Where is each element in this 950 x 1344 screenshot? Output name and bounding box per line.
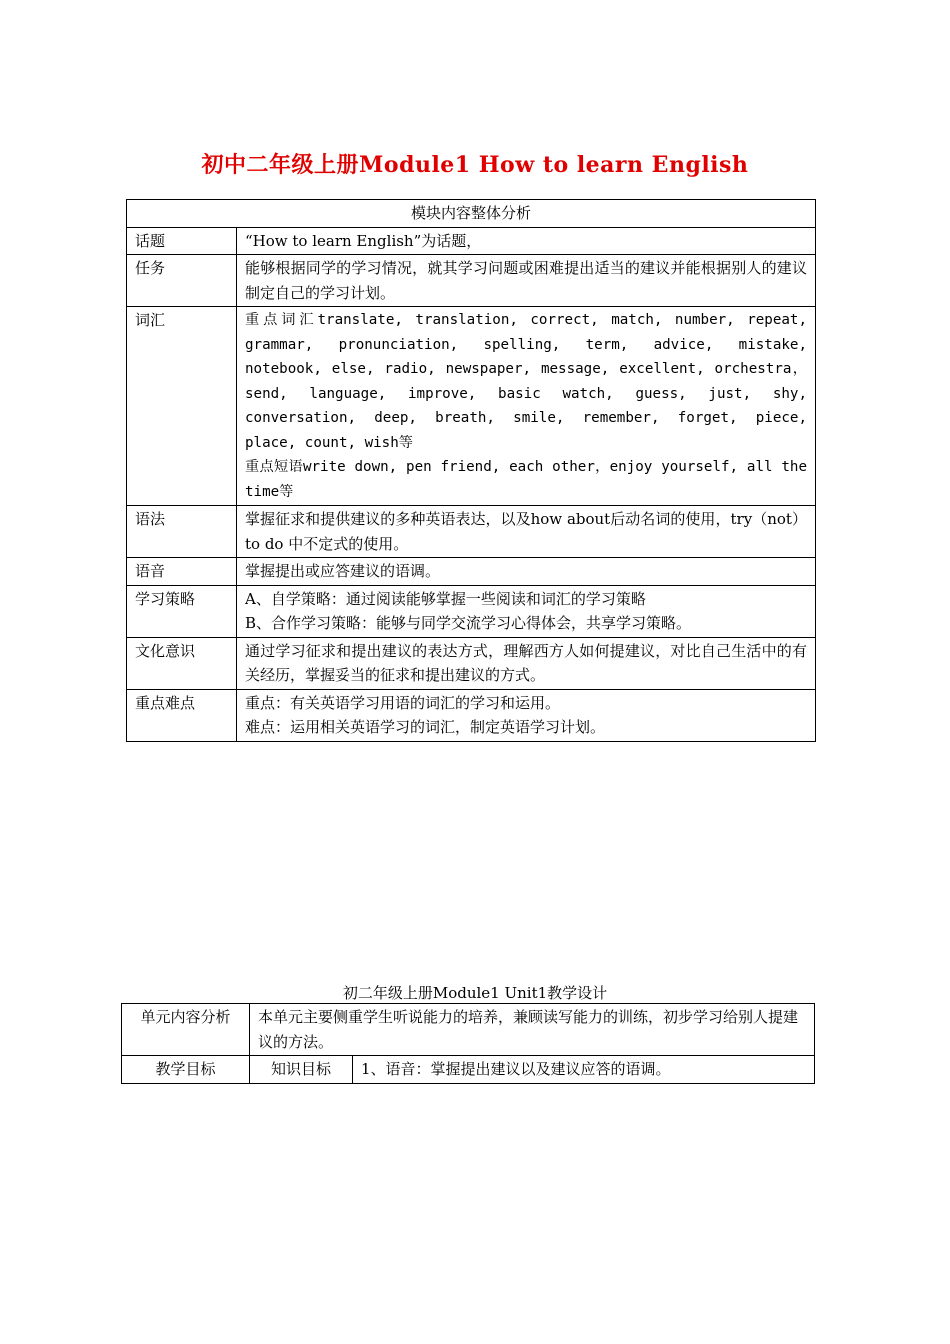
row-content: 本单元主要侧重学生听说能力的培养，兼顾读写能力的训练，初步学习给别人提建议的方法。	[250, 1004, 815, 1056]
module-analysis-table	[126, 199, 816, 742]
table-row-task	[127, 255, 816, 307]
row-content	[237, 558, 816, 586]
row-label: 语音	[127, 558, 237, 586]
row-content	[237, 227, 816, 255]
table-header-row	[127, 200, 816, 228]
unit-design-title: 初二年级上册Module1 Unit1教学设计	[342, 984, 608, 1002]
row-content	[237, 689, 816, 741]
row-label: 词汇	[127, 307, 237, 506]
table-row-teaching-goals	[122, 1056, 815, 1084]
row-content	[237, 255, 816, 307]
table-row-strategy	[127, 585, 816, 637]
row-sub-label: 知识目标	[250, 1056, 353, 1084]
content-line: 掌握征求和提供建议的多种英语表达，以及how about后动名词的使用，try（not） to do 中不定式的使用。	[245, 510, 807, 553]
row-content: 1、语音：掌握提出建议以及建议应答的语调。	[353, 1056, 815, 1084]
content-line: 能够根据同学的学习情况，就其学习问题或困难提出适当的建议并能根据别人的建议制定自己的学习计划。	[245, 259, 807, 302]
row-content	[237, 506, 816, 558]
content-line: “How to learn English”为话题，	[245, 231, 482, 250]
unit-design-table	[121, 1003, 815, 1084]
row-content	[237, 307, 816, 506]
table-row-unit-analysis	[122, 1004, 815, 1056]
page-title: 初中二年级上册Module1 How to learn English	[201, 152, 749, 178]
row-label: 学习策略	[127, 585, 237, 637]
row-content	[237, 637, 816, 689]
content-line: 重点短语write down, pen friend, each other，enjoy yourself, all the time等	[245, 459, 807, 500]
row-label: 话题	[127, 227, 237, 255]
row-label: 语法	[127, 506, 237, 558]
table-row-pronunciation	[127, 558, 816, 586]
row-content	[237, 585, 816, 637]
table-row-culture	[127, 637, 816, 689]
row-label: 任务	[127, 255, 237, 307]
content-line: B、合作学习策略：能够与同学交流学习心得体会，共享学习策略。	[245, 614, 692, 632]
row-label: 单元内容分析	[122, 1004, 250, 1056]
content-line: 重点词汇translate, translation, correct, match, number, repeat, grammar, pronunciation, spelling, term, advice, mistake, notebook, else, radio, newspaper, message, excellent, orchestra，send, language, improve, basic watch, guess, just, shy, conversation, deep, breath, smile, remember, forget, piece, place, count, wish等	[245, 312, 807, 451]
content-line: 通过学习征求和提出建议的表达方式，理解西方人如何提建议，对比自己生活中的有关经历，掌握妥当的征求和提出建议的方式。	[245, 641, 807, 684]
table-header: 模块内容整体分析	[127, 200, 816, 228]
table-row-key-points	[127, 689, 816, 741]
content-line: 难点：运用相关英语学习的词汇，制定英语学习计划。	[245, 718, 606, 736]
row-label: 文化意识	[127, 637, 237, 689]
row-label: 重点难点	[127, 689, 237, 741]
table-row-topic	[127, 227, 816, 255]
row-label: 教学目标	[122, 1056, 250, 1084]
table-row-vocabulary	[127, 307, 816, 506]
table-row-grammar	[127, 506, 816, 558]
content-line: 掌握提出或应答建议的语调。	[245, 562, 441, 580]
content-line: 重点：有关英语学习用语的词汇的学习和运用。	[245, 693, 561, 712]
content-line: A、自学策略：通过阅读能够掌握一些阅读和词汇的学习策略	[245, 589, 646, 608]
